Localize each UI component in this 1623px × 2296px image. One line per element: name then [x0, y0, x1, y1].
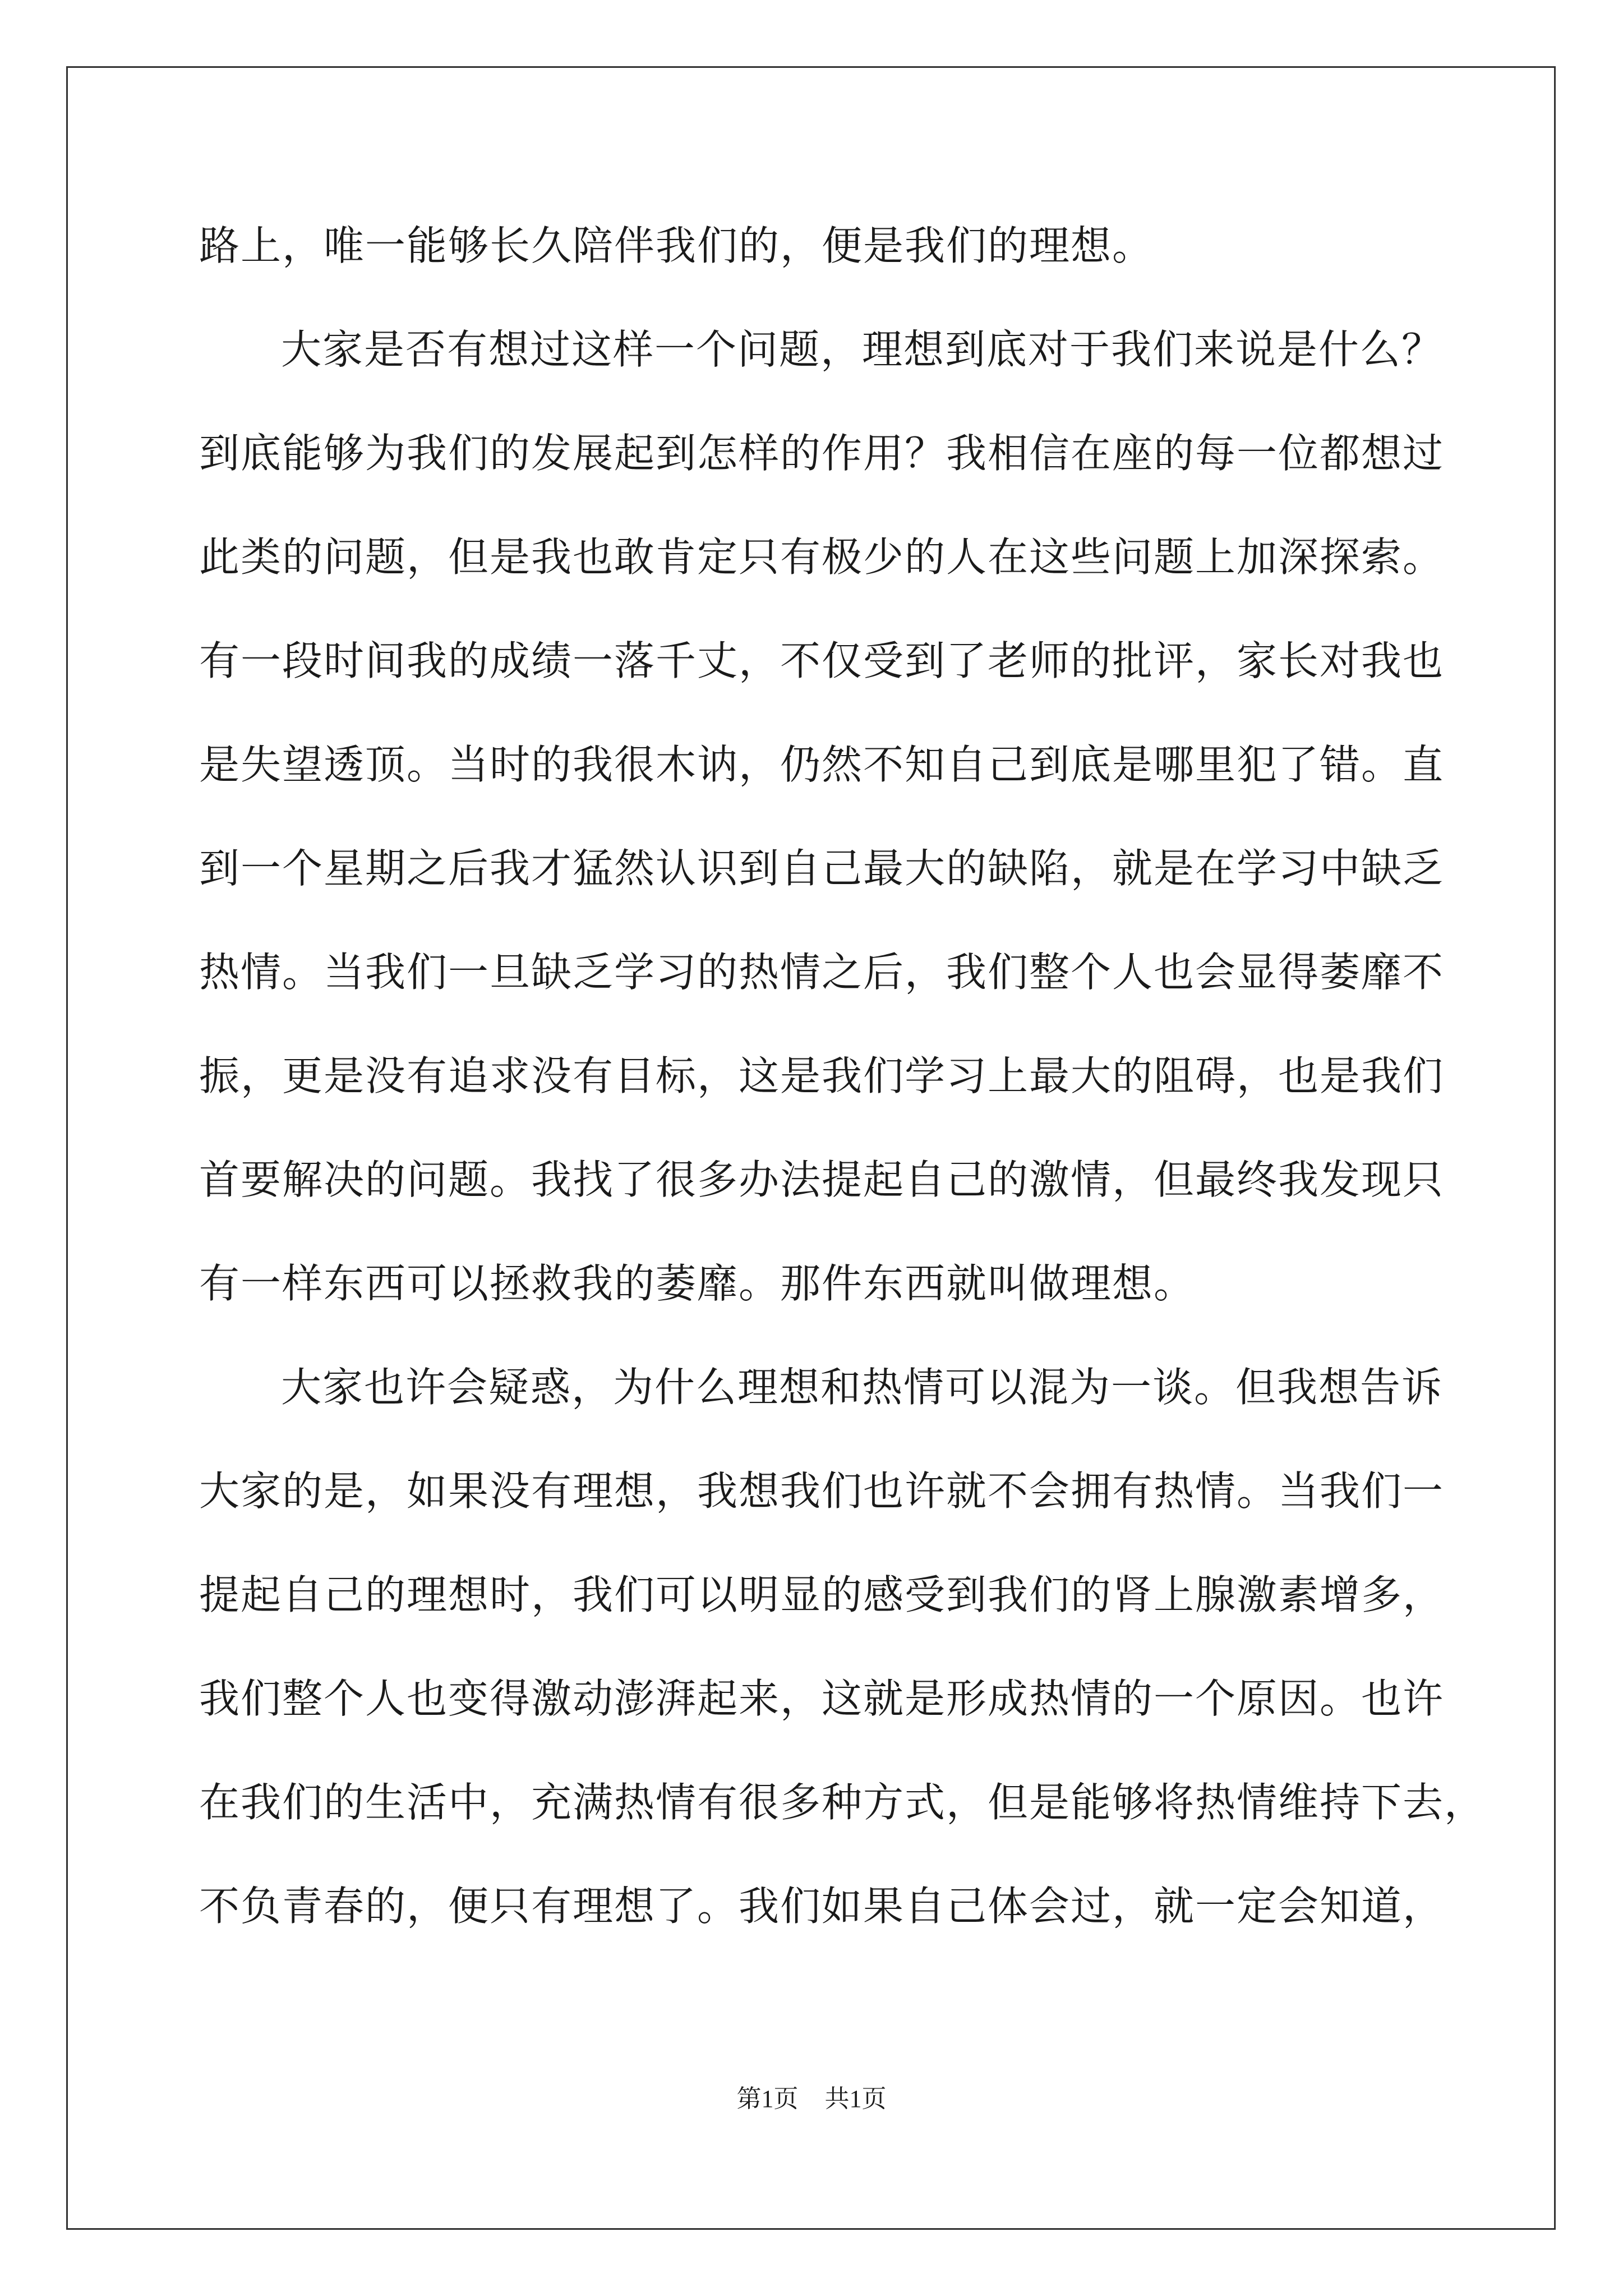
text-line: 大家是否有想过这样一个问题，理想到底对于我们来说是什么？	[281, 326, 1444, 373]
page-total: 共1页	[824, 2085, 887, 2113]
text-line: 到底能够为我们的发展起到怎样的作用？我相信在座的每一位都想过	[199, 430, 1445, 477]
text-line: 到一个星期之后我才猛然认识到自己最大的缺陷，就是在学习中缺乏	[199, 845, 1445, 892]
text-line: 提起自己的理想时，我们可以明显的感受到我们的肾上腺激素增多，	[199, 1571, 1445, 1618]
text-line: 热情。当我们一旦缺乏学习的热情之后，我们整个人也会显得萎靡不	[199, 949, 1445, 996]
text-line: 振，更是没有追求没有目标，这是我们学习上最大的阻碍，也是我们	[199, 1052, 1445, 1099]
text-line: 在我们的生活中，充满热情有很多种方式，但是能够将热情维持下去，	[199, 1779, 1486, 1826]
text-line: 有一段时间我的成绩一落千丈，不仅受到了老师的批评，家长对我也	[199, 637, 1445, 684]
text-line: 不负青春的，便只有理想了。我们如果自己体会过，就一定会知道，	[199, 1883, 1445, 1930]
text-line: 我们整个人也变得激动澎湃起来，这就是形成热情的一个原因。也许	[199, 1675, 1445, 1722]
text-line: 此类的问题，但是我也敢肯定只有极少的人在这些问题上加深探索。	[199, 533, 1445, 581]
text-line: 有一样东西可以拯救我的萎靡。那件东西就叫做理想。	[199, 1260, 1196, 1307]
text-line: 大家的是，如果没有理想，我想我们也许就不会拥有热情。当我们一	[199, 1467, 1445, 1515]
page-footer	[0, 2078, 1623, 2114]
text-line: 大家也许会疑惑，为什么理想和热情可以混为一谈。但我想告诉	[281, 1364, 1444, 1411]
text-line: 路上，唯一能够长久陪伴我们的，便是我们的理想。	[199, 222, 1154, 269]
text-line: 首要解决的问题。我找了很多办法提起自己的激情，但最终我发现只	[199, 1156, 1445, 1203]
document-body	[199, 194, 1486, 1958]
text-line: 是失望透顶。当时的我很木讷，仍然不知自己到底是哪里犯了错。直	[199, 741, 1445, 788]
page-number: 第1页	[736, 2085, 799, 2113]
